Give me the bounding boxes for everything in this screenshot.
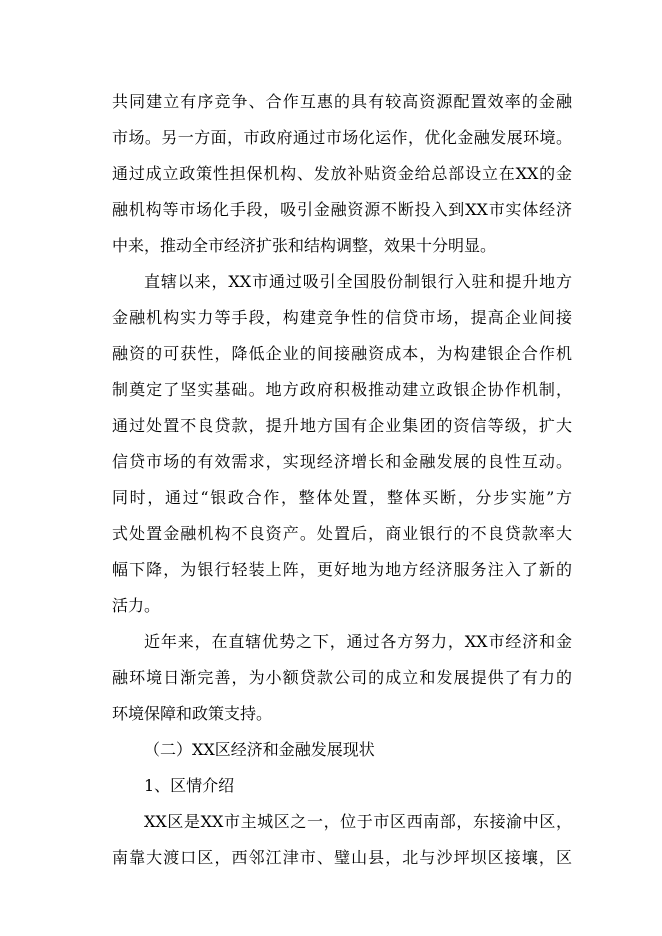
text-line: 近年来，在直辖优势之下，通过各方努力，XX市经济和金	[144, 632, 572, 651]
text-line: 融机构等市场化手段，吸引金融资源不断投入到XX市实体经济	[112, 200, 572, 219]
text-line: 南靠大渡口区，西邻江津市、璧山县，北与沙坪坝区接壤，区	[112, 848, 572, 867]
text-line: 式处置金融机构不良资产。处置后，商业银行的不良贷款率大	[112, 524, 572, 543]
text-line: 直辖以来，XX市通过吸引全国股份制银行入驻和提升地方	[144, 272, 572, 291]
text-line: 共同建立有序竞争、合作互惠的具有较高资源配置效率的金融	[112, 92, 572, 111]
text-line: 活力。	[112, 596, 161, 615]
text-line: 通过处置不良贷款，提升地方国有企业集团的资信等级，扩大	[112, 416, 572, 435]
text-line: 制奠定了坚实基础。地方政府积极推动建立政银企协作机制，	[112, 380, 572, 399]
text-line: 金融机构实力等手段，构建竞争性的信贷市场，提高企业间接	[112, 308, 572, 327]
text-line: 同时，通过“银政合作，整体处置，整体买断，分步实施”方	[112, 488, 572, 507]
text-line: 市场。另一方面，市政府通过市场化运作，优化金融发展环境。	[112, 128, 572, 147]
text-line: 通过成立政策性担保机构、发放补贴资金给总部设立在XX的金	[112, 164, 572, 183]
document-body	[112, 84, 572, 876]
text-line: 幅下降，为银行轻装上阵，更好地为地方经济服务注入了新的	[112, 560, 572, 579]
text-line: 融环境日渐完善，为小额贷款公司的成立和发展提供了有力的	[112, 668, 572, 687]
text-line: 中来，推动全市经济扩张和结构调整，效果十分明显。	[112, 236, 497, 255]
text-line: 融资的可获性，降低企业的间接融资成本，为构建银企合作机	[112, 344, 572, 363]
text-line: XX区是XX市主城区之一，位于市区西南部，东接渝中区，	[144, 812, 572, 831]
subsection-heading: 1、区情介绍	[144, 776, 235, 795]
section-heading: （二）XX区经济和金融发展现状	[144, 740, 375, 759]
text-line: 环境保障和政策支持。	[112, 704, 273, 723]
text-line: 信贷市场的有效需求，实现经济增长和金融发展的良性互动。	[112, 452, 572, 471]
